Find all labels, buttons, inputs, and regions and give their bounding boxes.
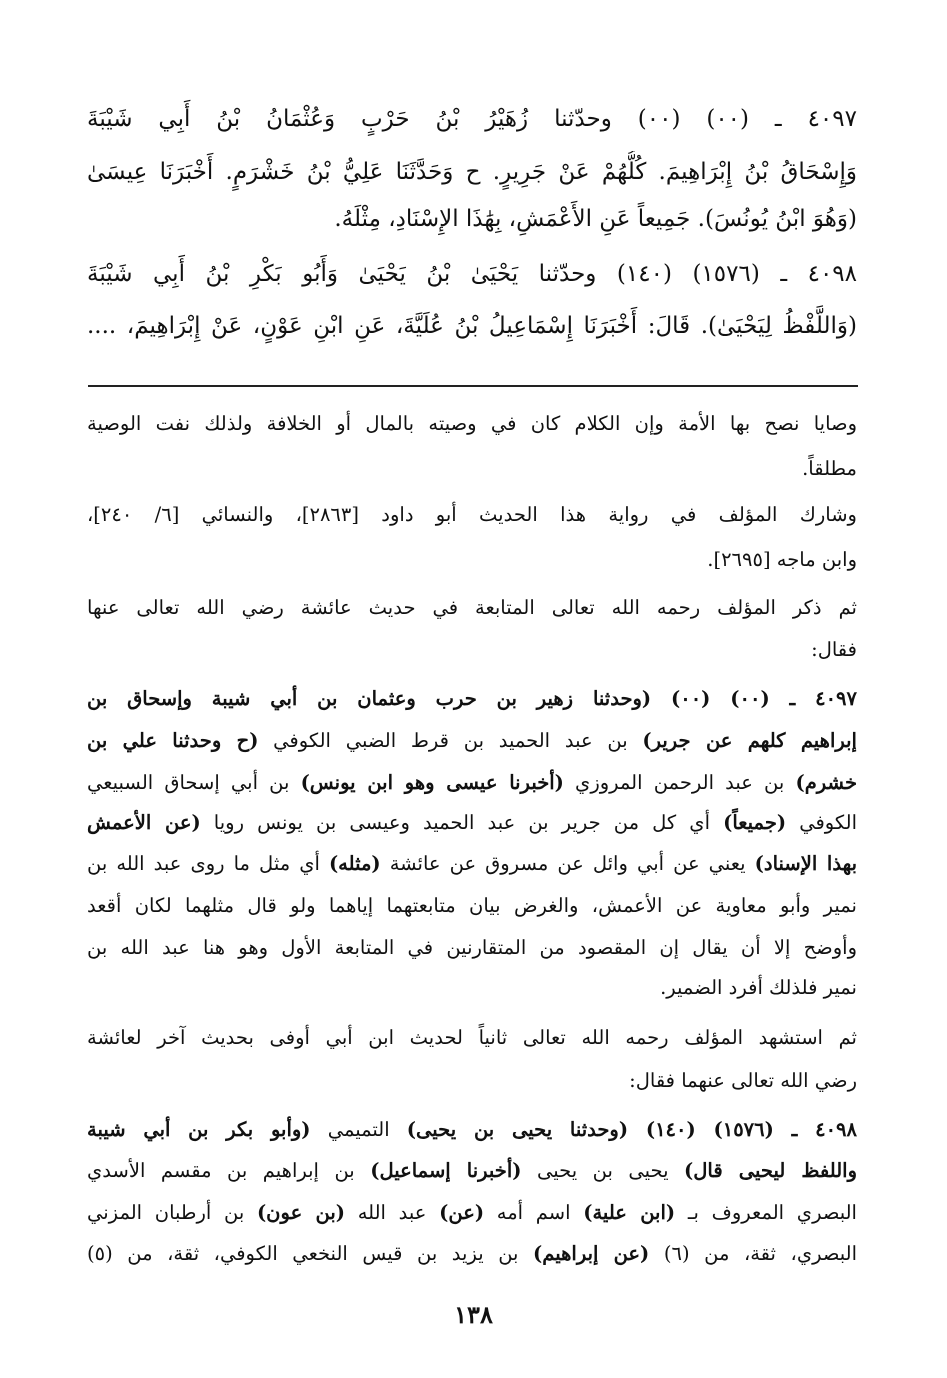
bold-segment: (مثله) (328, 852, 381, 875)
bold-segment: (عن) (439, 1201, 485, 1224)
commentary-p3-line-2: فقال: (811, 638, 857, 661)
text-segment: بن أبي إسحاق السبيعي (87, 771, 301, 794)
bold-segment: ٤٠٩٧ ـ (٠٠) (٠٠) (وحدثنا زهير بن حرب وعثمان بن أبي شيبة وإسحاق بن (87, 687, 857, 710)
commentary-p6-line-4 (87, 1235, 857, 1273)
text-segment: اسم أمه (484, 1201, 584, 1224)
bold-segment: (أخبرنا إسماعيل) (370, 1159, 522, 1182)
bold-segment: (أخبرنا عيسى وهو ابن يونس) (300, 771, 564, 794)
text-segment: وأوضح إلا أن يقال إن المقصود من المتقارنين في المتابعة الأول وهو هنا عبد الله بن (87, 936, 857, 959)
separator-rule (88, 385, 858, 387)
bold-segment: (بن عون) (256, 1201, 345, 1224)
text-segment: نمير وأبو معاوية عن الأعمش، والغرض بيان متابعتهما إياهما ولو قال مثلهما لكان أقعد (87, 894, 857, 917)
commentary-p3-line-1: ثم ذكر المؤلف رحمه الله تعالى المتابعة في حديث عائشة رضي الله تعالى عنها (87, 596, 857, 619)
text-segment: عبد الله (345, 1201, 440, 1224)
commentary-p4-line-4 (87, 804, 857, 842)
text-segment: بن أرطبان المزني (87, 1201, 257, 1224)
text-segment: بن عبد الحميد بن قرط الضبي الكوفي (258, 729, 643, 752)
commentary-p6-line-1 (87, 1111, 857, 1149)
commentary-p2-line-1: وشارك المؤلف في رواية هذا الحديث أبو داود [٢٨٦٣]، والنسائي [٦/ ٢٤٠]، (87, 503, 857, 526)
text-segment: البصري المعروف بـ (675, 1201, 857, 1224)
commentary-p5-line-2: رضي الله تعالى عنهما فقال: (629, 1069, 857, 1092)
commentary-p5-line-1: ثم استشهد المؤلف رحمه الله تعالى ثانياً لحديث ابن أبي أوفى بحديث آخر لعائشة (87, 1026, 857, 1049)
bold-segment: (جميعاً) (723, 811, 787, 834)
hadith-4098-line-2: (وَاللَّفْظُ لِيَحْيَىٰ). قَالَ: أَخْبَرَنَا إِسْمَاعِيلُ بْنُ عُلَيَّةَ، عَنِ ابْنِ عَوْنٍ، عَنْ إِبْرَاهِيمَ، .... (87, 313, 857, 339)
hadith-4097-line-2: وَإِسْحَاقُ بْنُ إِبْرَاهِيمَ. كُلُّهُمْ عَنْ جَرِيرٍ. ح وَحَدَّثَنَا عَلِيُّ بْنُ خَشْرَمٍ. أَخْبَرَنَا عِيسَىٰ (87, 159, 857, 185)
commentary-p4-line-5 (87, 845, 857, 883)
page-number: ١٣٨ (454, 1300, 493, 1329)
commentary-p4-line-2 (87, 722, 857, 760)
bold-segment: (ح وحدثنا علي بن (87, 729, 259, 752)
bold-segment: (وأبو بكر بن أبي شيبة (87, 1118, 311, 1141)
commentary-p4-line-7 (87, 929, 857, 967)
text-segment: أي كل من جرير بن عبد الحميد وعيسى بن يونس رويا (200, 811, 724, 834)
text-segment: البصري، ثقة، من (٦) (649, 1242, 857, 1265)
bold-segment: ٤٠٩٨ ـ (١٥٧٦) (١٤٠) (وحدثنا يحيى بن يحيى) (406, 1118, 857, 1141)
bold-segment: خشرم) (795, 771, 857, 794)
bold-segment: إبراهيم كلهم عن جرير) (642, 729, 857, 752)
commentary-p4-line-3 (87, 764, 857, 802)
hadith-4098-line-1: ٤٠٩٨ ـ (١٥٧٦) (١٤٠) وحدّثنا يَحْيَىٰ بْنُ يَحْيَىٰ وَأَبُو بَكْرِ بْنُ أَبِي شَيْبَةَ (87, 261, 857, 287)
commentary-p6-line-3 (87, 1194, 857, 1232)
bold-segment: (ابن علية) (583, 1201, 676, 1224)
commentary-p4-line-8 (87, 969, 857, 1007)
commentary-p1-line-1: وصايا نصح بها الأمة وإن الكلام كان في وصيته بالمال أو الخلافة ولذلك نفت الوصية (87, 412, 857, 435)
commentary-p1-line-2: مطلقاً. (802, 457, 857, 480)
bold-segment: بهذا الإسناد) (754, 852, 857, 875)
bold-segment: (عن الأعمش (87, 811, 201, 834)
text-segment: أي مثل ما روى عبد الله بن (87, 852, 329, 875)
bold-segment: واللفظ ليحيى قال) (684, 1159, 857, 1182)
text-segment: بن إبراهيم بن مقسم الأسدي (87, 1159, 371, 1182)
text-segment: بن يزيد بن قيس النخعي الكوفي، ثقة، من (٥) (87, 1242, 534, 1265)
bold-segment: (عن إبراهيم) (533, 1242, 650, 1265)
hadith-4097-line-3: (وَهُوَ ابْنُ يُونُسَ). جَمِيعاً عَنِ الأَعْمَشِ، بِهَٰذَا الإِسْنَادِ، مِثْلَهُ. (334, 206, 857, 232)
hadith-4097-line-1: ٤٠٩٧ ـ (٠٠) (٠٠) وحدّثنا زُهَيْرُ بْنُ حَرْبٍ وَعُثْمَانُ بْنُ أَبِي شَيْبَةَ (87, 106, 857, 132)
commentary-p2-line-2: وابن ماجه [٢٦٩٥]. (707, 548, 857, 571)
text-segment: نمير فلذلك أفرد الضمير. (660, 976, 857, 999)
commentary-p4-line-6 (87, 887, 857, 925)
text-segment: بن عبد الرحمن المروزي (563, 771, 796, 794)
text-segment: الكوفي (786, 811, 857, 834)
text-segment: التميمي (310, 1118, 407, 1141)
text-segment: يعني عن أبي وائل عن مسروق عن عائشة (380, 852, 755, 875)
commentary-p4-line-1 (87, 680, 857, 718)
commentary-p6-line-2 (87, 1152, 857, 1190)
text-segment: يحيى بن يحيى (521, 1159, 685, 1182)
